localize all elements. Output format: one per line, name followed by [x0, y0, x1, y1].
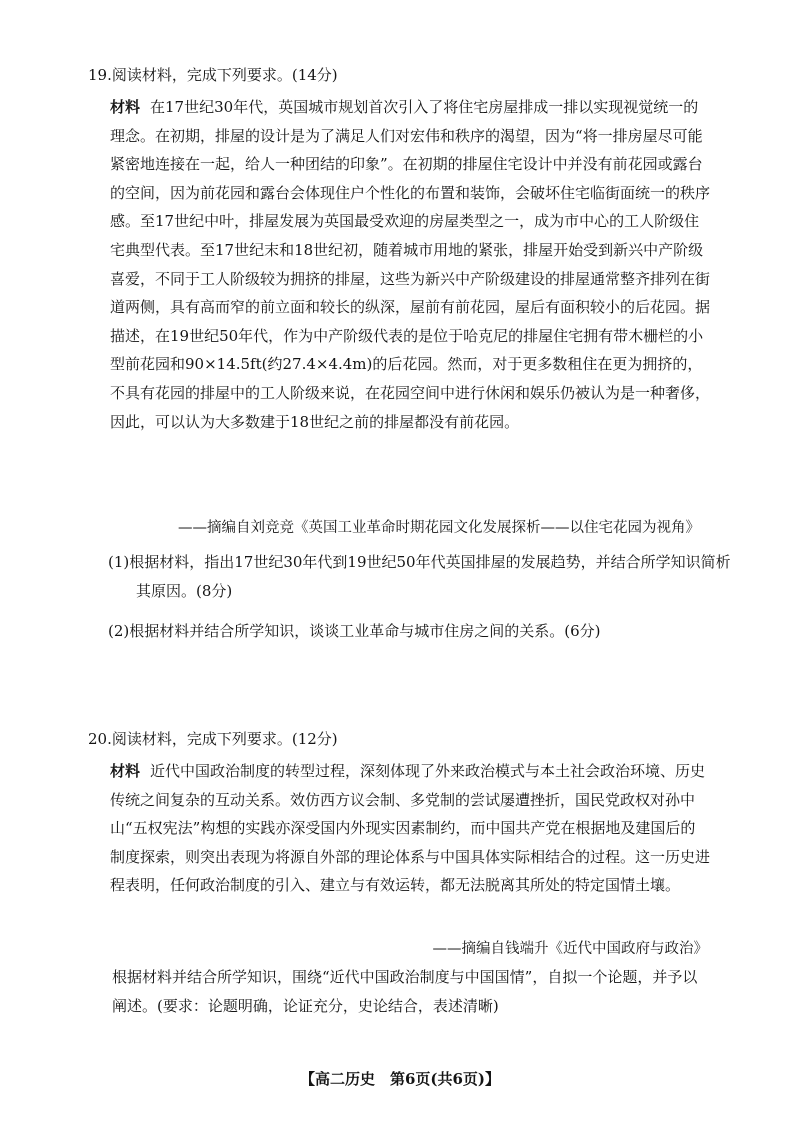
- material-label: 材料: [110, 762, 141, 780]
- question-19-material: [110, 93, 710, 436]
- question-20-material: [110, 757, 710, 900]
- question-20-task: 根据材料并结合所学知识，围绕“近代中国政治制度与中国国情”，自拟一个论题，并予以阐述。(要求：论题明确，论证充分，史论结合，表述清晰): [112, 968, 698, 1015]
- question-19-subquestion-1: (1)根据材料，指出17世纪30年代到19世纪50年代英国排屋的发展趋势，并结合所学知识简析其原因。(8分): [108, 553, 731, 600]
- material-label: 材料: [110, 98, 141, 116]
- question-20-source: ——摘编自钱端升《近代中国政府与政治》: [432, 941, 708, 957]
- question-19-subquestion-2: (2)根据材料并结合所学知识，谈谈工业革命与城市住房之间的关系。(6分): [108, 622, 601, 640]
- question-19-source: ——摘编自刘竞竞《英国工业革命时期花园文化发展探析——以住宅花园为视角》: [178, 520, 700, 536]
- material-text: 近代中国政治制度的转型过程，深刻体现了外来政治模式与本土社会政治环境、历史传统之间复杂的互动关系。效仿西方议会制、多党制的尝试屡遭挫折，国民党政权对孙中山“五权宪法”构想的实践亦深受国内外现实因素制约，而中国共产党在根据地及建国后的制度探索，则突出表现为将源自外部的理论体系与中国具体实际相结合的过程。这一历史进程表明，任何政治制度的引入、建立与有效运转，都无法脱离其所处的特定国情土壤。: [110, 762, 711, 895]
- question-20-title: 20.阅读材料，完成下列要求。(12分): [88, 730, 338, 748]
- page-footer: 【高二历史 第6页(共6页)】: [299, 1070, 501, 1088]
- question-19-title: 19.阅读材料，完成下列要求。(14分): [88, 66, 338, 84]
- material-text: 在17世纪30年代，英国城市规划首次引入了将住宅房屋排成一排以实现视觉统一的理念。在初期，排屋的设计是为了满足人们对宏伟和秩序的渴望，因为“将一排房屋尽可能紧密地连接在一起，给人一种团结的印象”。在初期的排屋住宅设计中并没有前花园或露台的空间，因为前花园和露台会体现住户个性化的布置和装饰，会破坏住宅临街面统一的秩序感。至17世纪中叶，排屋发展为英国最受欢迎的房屋类型之一，成为市中心的工人阶级住宅典型代表。至17世纪末和18世纪初，随着城市用地的紧张，排屋开始受到新兴中产阶级喜爱，不同于工人阶级较为拥挤的排屋，这些为新兴中产阶级建设的排屋通常整齐排列在街道两侧，具有高而窄的前立面和较长的纵深，屋前有前花园，屋后有面积较小的后花园。据描述，在19世纪50年代，作为中产阶级代表的是位于哈克尼的排屋住宅拥有带木栅栏的小型前花园和90×14.5ft(约27.4×4.4m)的后花园。然而，对于更多数租住在更为拥挤的，不具有花园的排屋中的工人阶级来说，在花园空间中进行休闲和娱乐仍被认为是一种奢侈，因此，可以认为大多数建于18世纪之前的排屋都没有前花园。: [110, 98, 711, 431]
